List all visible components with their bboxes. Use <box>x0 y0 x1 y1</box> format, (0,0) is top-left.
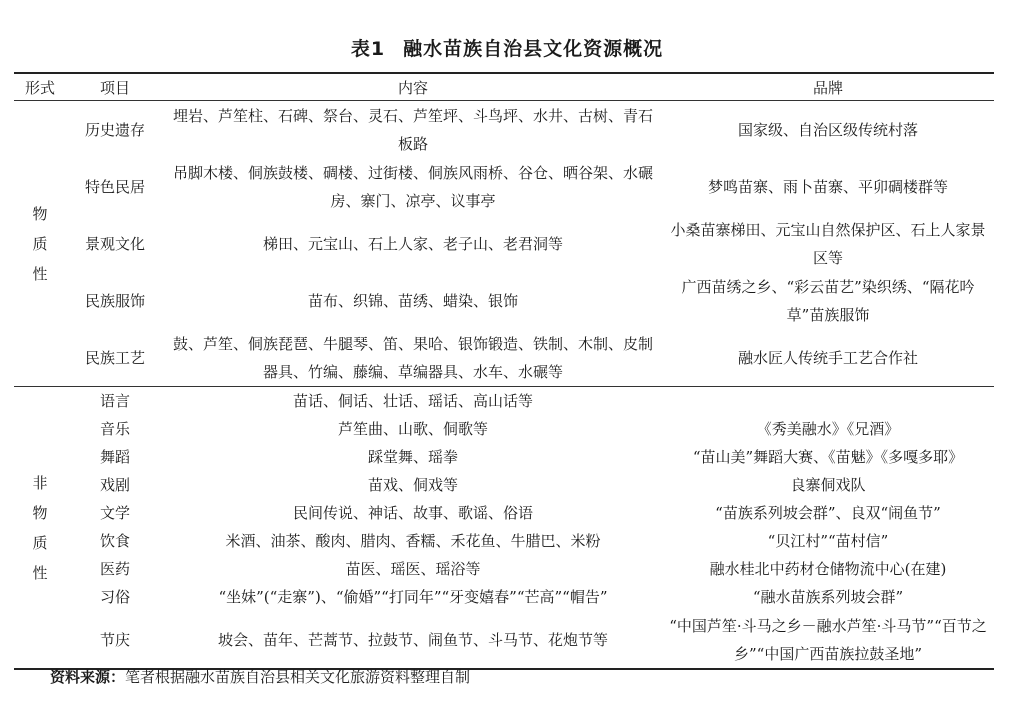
row-item: 景观文化 <box>84 234 145 253</box>
row-content: 吊脚木楼、侗族鼓楼、碉楼、过街楼、侗族风雨桥、谷仓、晒谷架、水碾房、寨门、凉亭、议事亭 <box>172 163 653 210</box>
row-item: 戏剧 <box>99 476 130 494</box>
form-char: 质 <box>32 533 48 552</box>
row-content: 苗戏、侗戏等 <box>367 476 458 494</box>
row-content: 民间传说、神话、故事、歌谣、俗语 <box>292 504 533 522</box>
header-content: 内容 <box>164 73 662 101</box>
row-content: 苗医、瑶医、瑶浴等 <box>345 560 481 578</box>
row-content: 梯田、元宝山、石上人家、老子山、老君洞等 <box>262 234 563 253</box>
table-row <box>14 527 994 555</box>
form-char: 性 <box>32 264 48 283</box>
row-brand: “中国芦笙·斗马之乡－融水芦笙·斗马节”“百节之乡”“中国广西苗族拉鼓圣地” <box>662 611 994 669</box>
row-brand: 梦鸣苗寨、雨卜苗寨、平卯碉楼群等 <box>707 177 948 196</box>
row-brand: 《秀美融水》《兄酒》 <box>756 420 900 438</box>
row-item: 音乐 <box>99 420 130 438</box>
form-char: 性 <box>32 563 48 582</box>
form-material <box>14 101 66 387</box>
header-brand: 品牌 <box>662 73 994 101</box>
row-brand <box>662 387 994 416</box>
row-brand: 良寨侗戏队 <box>790 476 866 494</box>
form-intangible <box>14 387 66 670</box>
culture-resource-table <box>14 72 994 670</box>
row-content: 鼓、芦笙、侗族琵琶、牛腿琴、笛、果哈、银饰锻造、铁制、木制、皮制器具、竹编、藤编、草编器具、水车、水碾等 <box>164 329 662 387</box>
row-content: 苗布、织锦、苗绣、蜡染、银饰 <box>307 291 518 310</box>
table-row <box>14 471 994 499</box>
table-title-text: 融水苗族自治县文化资源概况 <box>403 38 664 60</box>
row-brand: “融水苗族系列坡会群” <box>752 588 904 606</box>
form-char: 物 <box>32 503 48 522</box>
row-brand: “苗族系列坡会群”、良双“闹鱼节” <box>715 504 941 522</box>
row-brand: 广西苗绣之乡、“彩云苗艺”染织绣、“隔花吟草”苗族服饰 <box>681 277 975 324</box>
form-char: 质 <box>32 234 48 253</box>
row-content: 坡会、苗年、芒蒿节、拉鼓节、闹鱼节、斗马节、花炮节等 <box>164 611 662 669</box>
row-item: 习俗 <box>99 588 130 606</box>
header-row <box>14 73 994 101</box>
table-row <box>14 329 994 387</box>
row-content: 苗话、侗话、壮话、瑶话、高山话等 <box>292 392 533 410</box>
row-item: 饮食 <box>99 532 130 550</box>
header-form: 形式 <box>14 73 66 101</box>
row-brand: “苗山美”舞蹈大赛、《苗魅》《多嘎多耶》 <box>692 448 964 466</box>
table-row <box>14 215 994 272</box>
row-brand: 融水匠人传统手工艺合作社 <box>662 329 994 387</box>
form-char: 非 <box>32 473 48 492</box>
row-brand: 国家级、自治区级传统村落 <box>737 120 918 139</box>
table-row <box>14 387 994 416</box>
table-row <box>14 272 994 329</box>
row-item: 历史遗存 <box>84 120 145 139</box>
source-text: 笔者根据融水苗族自治县相关文化旅游资料整理自制 <box>125 668 471 686</box>
table-row <box>14 415 994 443</box>
table-row <box>14 443 994 471</box>
row-item: 民族工艺 <box>66 329 164 387</box>
form-char: 物 <box>32 204 48 223</box>
table-row <box>14 583 994 611</box>
source-label: 资料来源： <box>50 668 126 686</box>
row-content: 踩堂舞、瑶拳 <box>367 448 458 466</box>
row-content: 埋岩、芦笙柱、石碑、祭台、灵石、芦笙坪、斗鸟坪、水井、古树、青石板路 <box>172 106 653 153</box>
row-item: 民族服饰 <box>84 291 145 310</box>
table-row <box>14 158 994 215</box>
row-content: “坐妹”(“走寨”)、“偷婚”“打同年”“牙变嬉春”“芒高”“帽告” <box>218 588 608 606</box>
row-brand: 小桑苗寨梯田、元宝山自然保护区、石上人家景区等 <box>670 220 986 267</box>
table-number: 表1 <box>350 38 386 60</box>
row-item: 文学 <box>99 504 130 522</box>
table-row <box>14 555 994 583</box>
header-item: 项目 <box>66 73 164 101</box>
row-item: 特色民居 <box>84 177 145 196</box>
row-item: 节庆 <box>66 611 164 669</box>
row-brand: “贝江村”“苗村信” <box>767 532 889 550</box>
row-item: 舞蹈 <box>99 448 130 466</box>
table-row <box>14 499 994 527</box>
table-title <box>0 34 1014 61</box>
row-brand: 融水桂北中药材仓储物流中心(在建) <box>709 560 947 578</box>
row-item: 语言 <box>99 392 130 410</box>
row-content: 芦笙曲、山歌、侗歌等 <box>337 420 488 438</box>
table-row <box>14 101 994 159</box>
source-note <box>50 666 470 687</box>
table-row <box>14 611 994 669</box>
row-content: 米酒、油茶、酸肉、腊肉、香糯、禾花鱼、牛腊巴、米粉 <box>225 532 601 550</box>
row-item: 医药 <box>99 560 130 578</box>
